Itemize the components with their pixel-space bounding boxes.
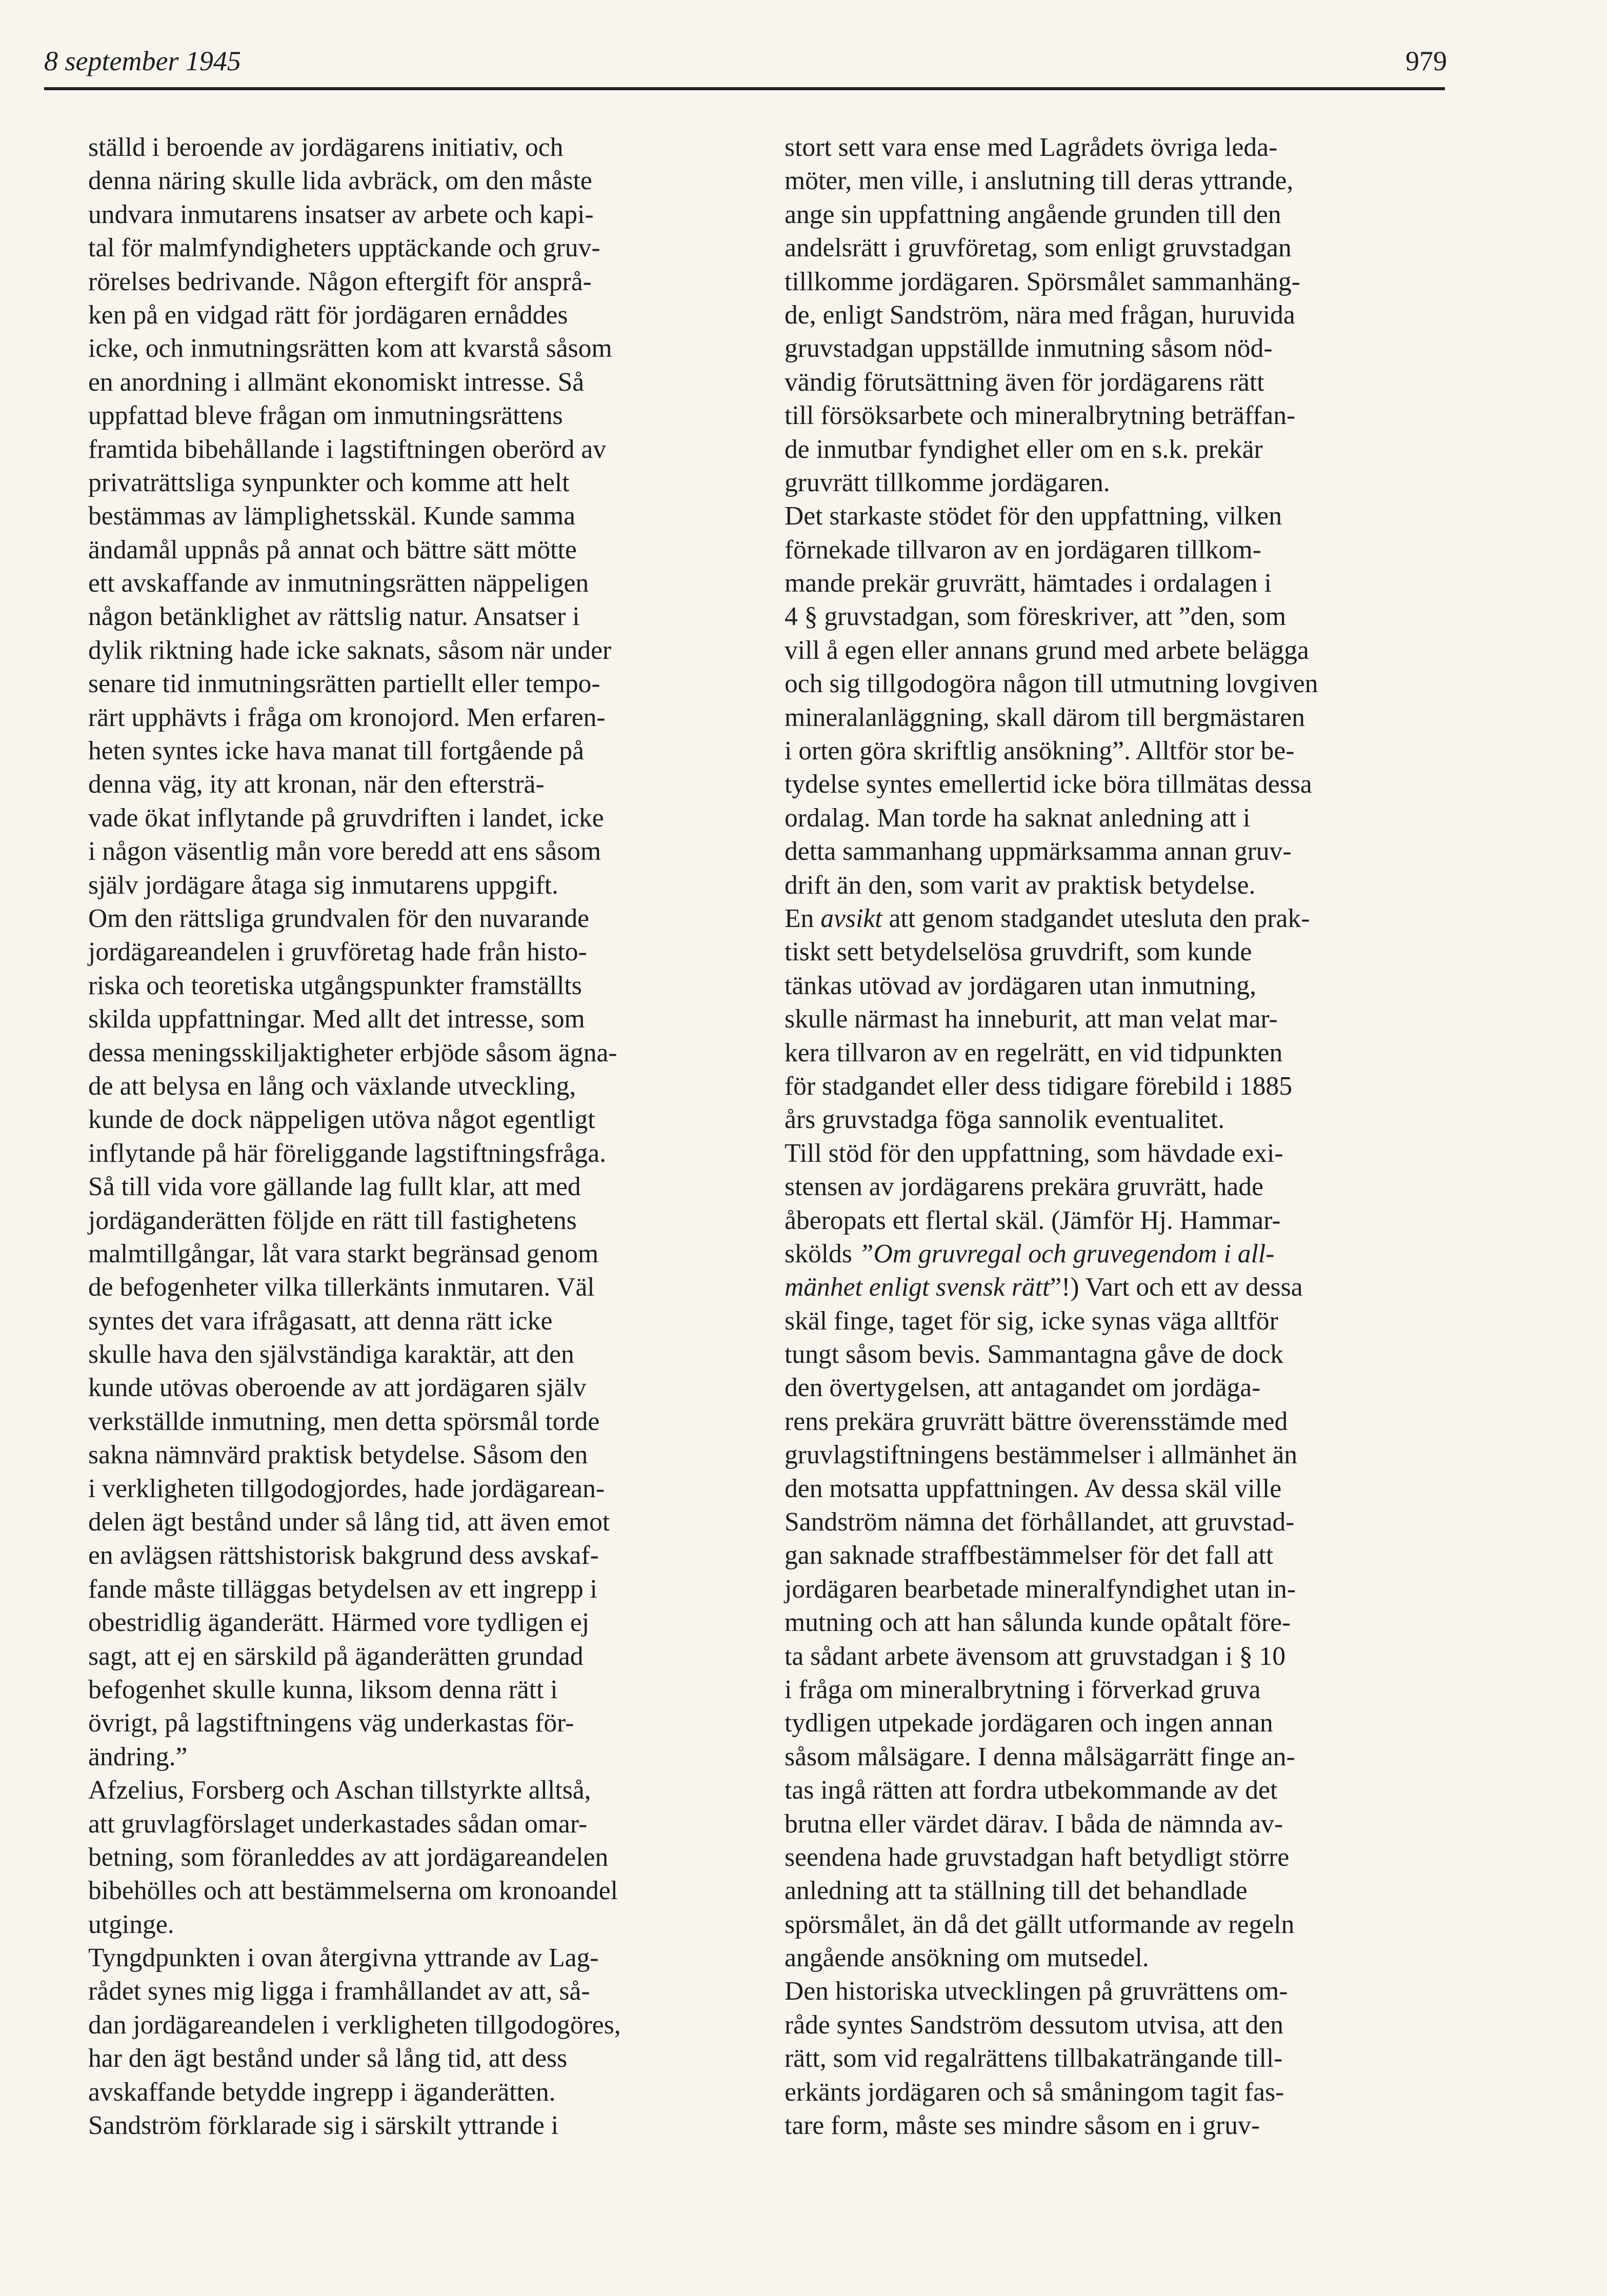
- text-line: för stadgandet eller dess tidigare förebild i 1885: [785, 1071, 1293, 1101]
- text-line: såsom målsägare. I denna målsägarrätt finge an-: [785, 1742, 1295, 1771]
- text-line: ett avskaffande av inmutningsrätten näppeligen: [88, 569, 589, 598]
- text-line: skulle närmast ha inneburit, att man velat mar-: [785, 1004, 1278, 1034]
- text-line: drift än den, som varit av praktisk betydelse.: [785, 870, 1256, 900]
- text-line: råde syntes Sandström dessutom utvisa, att den: [785, 2010, 1283, 2040]
- text-line: obestridlig äganderätt. Härmed vore tydligen ej: [88, 1608, 590, 1638]
- text-line: i orten göra skriftlig ansökning”. Alltför stor be-: [785, 736, 1295, 766]
- italic-word: avsikt: [820, 903, 882, 933]
- text-line: dessa meningsskiljaktigheter erbjöde såsom ägna-: [88, 1038, 617, 1068]
- text-line: de inmutbar fyndighet eller om en s.k. prekär: [785, 434, 1263, 464]
- text-line: sakna nämnvärd praktisk betydelse. Såsom den: [88, 1440, 588, 1470]
- text-line: bibehölles och att bestämmelserna om kronoandel: [88, 1876, 618, 1906]
- text-line: anledning att ta ställning till det behandlade: [785, 1876, 1248, 1906]
- text-line: gruvlagstiftningens bestämmelser i allmänhet än: [785, 1440, 1298, 1470]
- text-line: ta sådant arbete ävensom att gruvstadgan i § 10: [785, 1641, 1286, 1671]
- text-line: tänkas utövad av jordägaren utan inmutning,: [785, 971, 1256, 1000]
- text-line: kunde utövas oberoende av att jordägaren själv: [88, 1373, 587, 1403]
- text-line: rörelses bedrivande. Någon eftergift för ansprå-: [88, 267, 592, 296]
- text-line: en anordning i allmänt ekonomiskt intresse. Så: [88, 367, 585, 397]
- text-line: jordäganderätten följde en rätt till fastighetens: [88, 1205, 577, 1235]
- text-run: skölds: [785, 1239, 859, 1268]
- text-line: heten syntes icke hava manat till fortgående på: [88, 736, 585, 766]
- text-line: gan saknade straffbestämmelser för det fall att: [785, 1541, 1274, 1570]
- text-line: detta sammanhang uppmärksamma annan gruv-: [785, 837, 1292, 867]
- text-line: Sandström nämna det förhållandet, att gruvstad-: [785, 1507, 1295, 1537]
- text-run: att genom stadgandet utesluta den prak-: [882, 903, 1310, 933]
- text-line: privaträttsliga synpunkter och komme att helt: [88, 468, 570, 497]
- text-line: övrigt, på lagstiftningens väg underkastas för-: [88, 1708, 574, 1738]
- text-line: [785, 902, 1446, 935]
- text-line: i fråga om mineralbrytning i förverkad gruva: [785, 1675, 1261, 1704]
- text-line: till försöksarbete och mineralbrytning beträffan-: [785, 401, 1296, 431]
- text-line: mande prekär gruvrätt, hämtades i ordalagen i: [785, 569, 1272, 598]
- text-line: de befogenheter vilka tillerkänts inmutaren. Väl: [88, 1273, 595, 1302]
- text-line: seendena hade gruvstadgan haft betydligt större: [785, 1842, 1290, 1872]
- text-line: den motsatta uppfattningen. Av dessa skäl ville: [785, 1474, 1282, 1503]
- text-line: i någon väsentlig mån vore beredd att ens såsom: [88, 837, 601, 867]
- text-line: tydligen utpekade jordägaren och ingen annan: [785, 1708, 1273, 1738]
- text-line: dan jordägareandelen i verkligheten tillgodogöres,: [88, 2010, 621, 2040]
- text-line: delen ägt bestånd under så lång tid, att även emot: [88, 1507, 610, 1537]
- text-line: tare form, måste ses mindre såsom en i gruv-: [785, 2111, 1260, 2141]
- text-line: Den historiska utvecklingen på gruvrättens om-: [785, 1977, 1288, 2006]
- text-line: någon betänklighet av rättslig natur. Ansatser i: [88, 602, 580, 632]
- text-line: befogenhet skulle kunna, liksom denna rätt i: [88, 1675, 558, 1704]
- text-line: sagt, att ej en särskild på äganderätten grundad: [88, 1641, 584, 1671]
- text-line: möter, men ville, i anslutning till deras yttrande,: [785, 166, 1294, 196]
- text-line: de att belysa en lång och växlande utveckling,: [88, 1071, 576, 1101]
- text-line: senare tid inmutningsrätten partiellt eller tempo-: [88, 669, 600, 699]
- text-line: bestämmas av lämplighetsskäl. Kunde samma: [88, 501, 575, 531]
- text-line: brutna eller värdet därav. I båda de nämnda av-: [785, 1809, 1283, 1839]
- text-line: den övertygelsen, att antagandet om jordäga-: [785, 1373, 1261, 1403]
- text-line: rådet synes mig ligga i framhållandet av att, så-: [88, 1977, 590, 2006]
- text-line: 4 § gruvstadgan, som föreskriver, att ”den, som: [785, 602, 1286, 632]
- text-line: icke, och inmutningsrätten kom att kvarstå såsom: [88, 334, 612, 364]
- text-line: verkställde inmutning, men detta spörsmål torde: [88, 1406, 600, 1436]
- text-line: ändring.”: [88, 1742, 188, 1771]
- text-line: denna näring skulle lida avbräck, om den måste: [88, 166, 592, 196]
- text-line: fande måste tilläggas betydelsen av ett ingrepp i: [88, 1574, 597, 1604]
- text-line: avskaffande betydde ingrepp i äganderätten.: [88, 2077, 556, 2107]
- text-line: betning, som föranleddes av att jordägareandelen: [88, 1842, 609, 1872]
- text-line: dylik riktning hade icke saknats, såsom när under: [88, 635, 612, 665]
- text-line: tillkomme jordägaren. Spörsmålet sammanhäng-: [785, 267, 1300, 296]
- page-number: 979: [1405, 46, 1447, 76]
- text-line: Om den rättsliga grundvalen för den nuvarande: [88, 903, 590, 933]
- text-line: jordägareandelen i gruvföretag hade från histo-: [88, 937, 587, 967]
- text-line: Så till vida vore gällande lag fullt klar, att med: [88, 1172, 581, 1202]
- text-line: inflytande på här föreliggande lagstiftningsfråga.: [88, 1138, 607, 1168]
- left-column: [88, 131, 745, 2142]
- text-line: gruvstadgan uppställde inmutning såsom nöd-: [785, 334, 1273, 364]
- text-line: kunde de dock näppeligen utöva något egentligt: [88, 1105, 595, 1135]
- text-line: tal för malmfyndigheters upptäckande och gruv-: [88, 233, 600, 263]
- text-line: de, enligt Sandström, nära med frågan, huruvida: [785, 300, 1295, 330]
- italic-title: ”Om gruvregal och gruvegendom i all-: [858, 1239, 1275, 1268]
- text-run: En: [785, 903, 821, 933]
- text-line: [785, 1271, 1446, 1304]
- text-line: att gruvlagförslaget underkastades sådan omar-: [88, 1809, 588, 1839]
- text-line: andelsrätt i gruvföretag, som enligt gruvstadgan: [785, 233, 1292, 263]
- text-line: vade ökat inflytande på gruvdriften i landet, icke: [88, 803, 604, 833]
- text-line: Det starkaste stödet för den uppfattning, vilken: [785, 501, 1282, 531]
- text-line: vill å egen eller annans grund med arbete belägga: [785, 635, 1309, 665]
- text-line: denna väg, ity att kronan, när den eftersträ-: [88, 770, 545, 799]
- text-line: och sig tillgodogöra någon till utmutning lovgiven: [785, 669, 1318, 699]
- text-line: Till stöd för den uppfattning, som hävdade exi-: [785, 1138, 1283, 1168]
- text-line: ken på en vidgad rätt för jordägaren ernåddes: [88, 300, 568, 330]
- running-header-date: 8 september 1945: [44, 46, 241, 76]
- text-line: Tyngdpunkten i ovan återgivna yttrande av Lag-: [88, 1943, 599, 1973]
- text-line: ställd i beroende av jordägarens initiativ, och: [88, 133, 564, 162]
- text-line: skilda uppfattningar. Med allt det intresse, som: [88, 1004, 585, 1034]
- text-line: riska och teoretiska utgångspunkter framställts: [88, 971, 582, 1000]
- text-line: mutning och att han sålunda kunde opåtalt före-: [785, 1608, 1291, 1638]
- text-line: kera tillvaron av en regelrätt, en vid tidpunkten: [785, 1038, 1283, 1068]
- text-line: har den ägt bestånd under så lång tid, att dess: [88, 2044, 568, 2073]
- text-line: förnekade tillvaron av en jordägaren tillkom-: [785, 535, 1261, 565]
- text-line: åberopats ett flertal skäl. (Jämför Hj. Hammar-: [785, 1205, 1281, 1235]
- text-line: ordalag. Man torde ha saknat anledning att i: [785, 803, 1251, 833]
- header-rule: [44, 87, 1445, 90]
- text-line: tiskt sett betydelselösa gruvdrift, som kunde: [785, 937, 1252, 967]
- italic-title: mänhet enligt svensk rätt: [785, 1273, 1050, 1302]
- text-line: Sandström förklarade sig i särskilt yttrande i: [88, 2111, 559, 2141]
- text-line: Afzelius, Forsberg och Aschan tillstyrkte alltså,: [88, 1776, 591, 1805]
- text-line: tydelse syntes emellertid icke böra tillmätas dessa: [785, 770, 1312, 799]
- text-line: [785, 1237, 1446, 1271]
- text-line: angående ansökning om mutsedel.: [785, 1943, 1149, 1973]
- text-run: ”!) Vart och ett av dessa: [1050, 1273, 1303, 1302]
- text-line: uppfattad bleve frågan om inmutningsrättens: [88, 401, 563, 431]
- text-line: undvara inmutarens insatser av arbete och kapi-: [88, 199, 594, 229]
- text-line: ange sin uppfattning angående grunden till den: [785, 199, 1281, 229]
- text-line: rärt upphävts i fråga om kronojord. Men erfaren-: [88, 702, 606, 732]
- text-line: skulle hava den självständiga karaktär, att den: [88, 1340, 574, 1369]
- text-line: rens prekära gruvrätt bättre överensstämde med: [785, 1406, 1288, 1436]
- text-line: ändamål uppnås på annat och bättre sätt mötte: [88, 535, 577, 565]
- text-line: spörsmålet, än då det gällt utformande av regeln: [785, 1909, 1295, 1939]
- text-line: erkänts jordägaren och så småningom tagit fas-: [785, 2077, 1284, 2107]
- text-line: rätt, som vid regalrättens tillbakaträngande till-: [785, 2044, 1283, 2073]
- text-line: mineralanläggning, skall därom till bergmästaren: [785, 702, 1305, 732]
- text-line: framtida bibehållande i lagstiftningen oberörd av: [88, 434, 607, 464]
- text-line: skäl finge, taget för sig, icke synas väga alltför: [785, 1306, 1278, 1336]
- text-line: själv jordägare åtaga sig inmutarens uppgift.: [88, 870, 558, 900]
- text-line: i verkligheten tillgodogjordes, hade jordägarean-: [88, 1474, 605, 1503]
- text-line: stort sett vara ense med Lagrådets övriga leda-: [785, 133, 1278, 162]
- text-line: gruvrätt tillkomme jordägaren.: [785, 468, 1110, 497]
- text-line: jordägaren bearbetade mineralfyndighet utan in-: [785, 1574, 1296, 1604]
- right-column: [785, 131, 1446, 2142]
- text-line: en avlägsen rättshistorisk bakgrund dess avskaf-: [88, 1541, 599, 1570]
- text-line: stensen av jordägarens prekära gruvrätt, hade: [785, 1172, 1264, 1202]
- text-line: tungt såsom bevis. Sammantagna gåve de dock: [785, 1340, 1283, 1369]
- text-line: syntes det vara ifrågasatt, att denna rätt icke: [88, 1306, 553, 1336]
- text-line: tas ingå rätten att fordra utbekommande av det: [785, 1776, 1278, 1805]
- text-line: utginge.: [88, 1909, 174, 1939]
- text-line: vändig förutsättning även för jordägarens rätt: [785, 367, 1264, 397]
- text-line: malmtillgångar, låt vara starkt begränsad genom: [88, 1239, 599, 1268]
- text-line: års gruvstadga föga sannolik eventualitet.: [785, 1105, 1225, 1135]
